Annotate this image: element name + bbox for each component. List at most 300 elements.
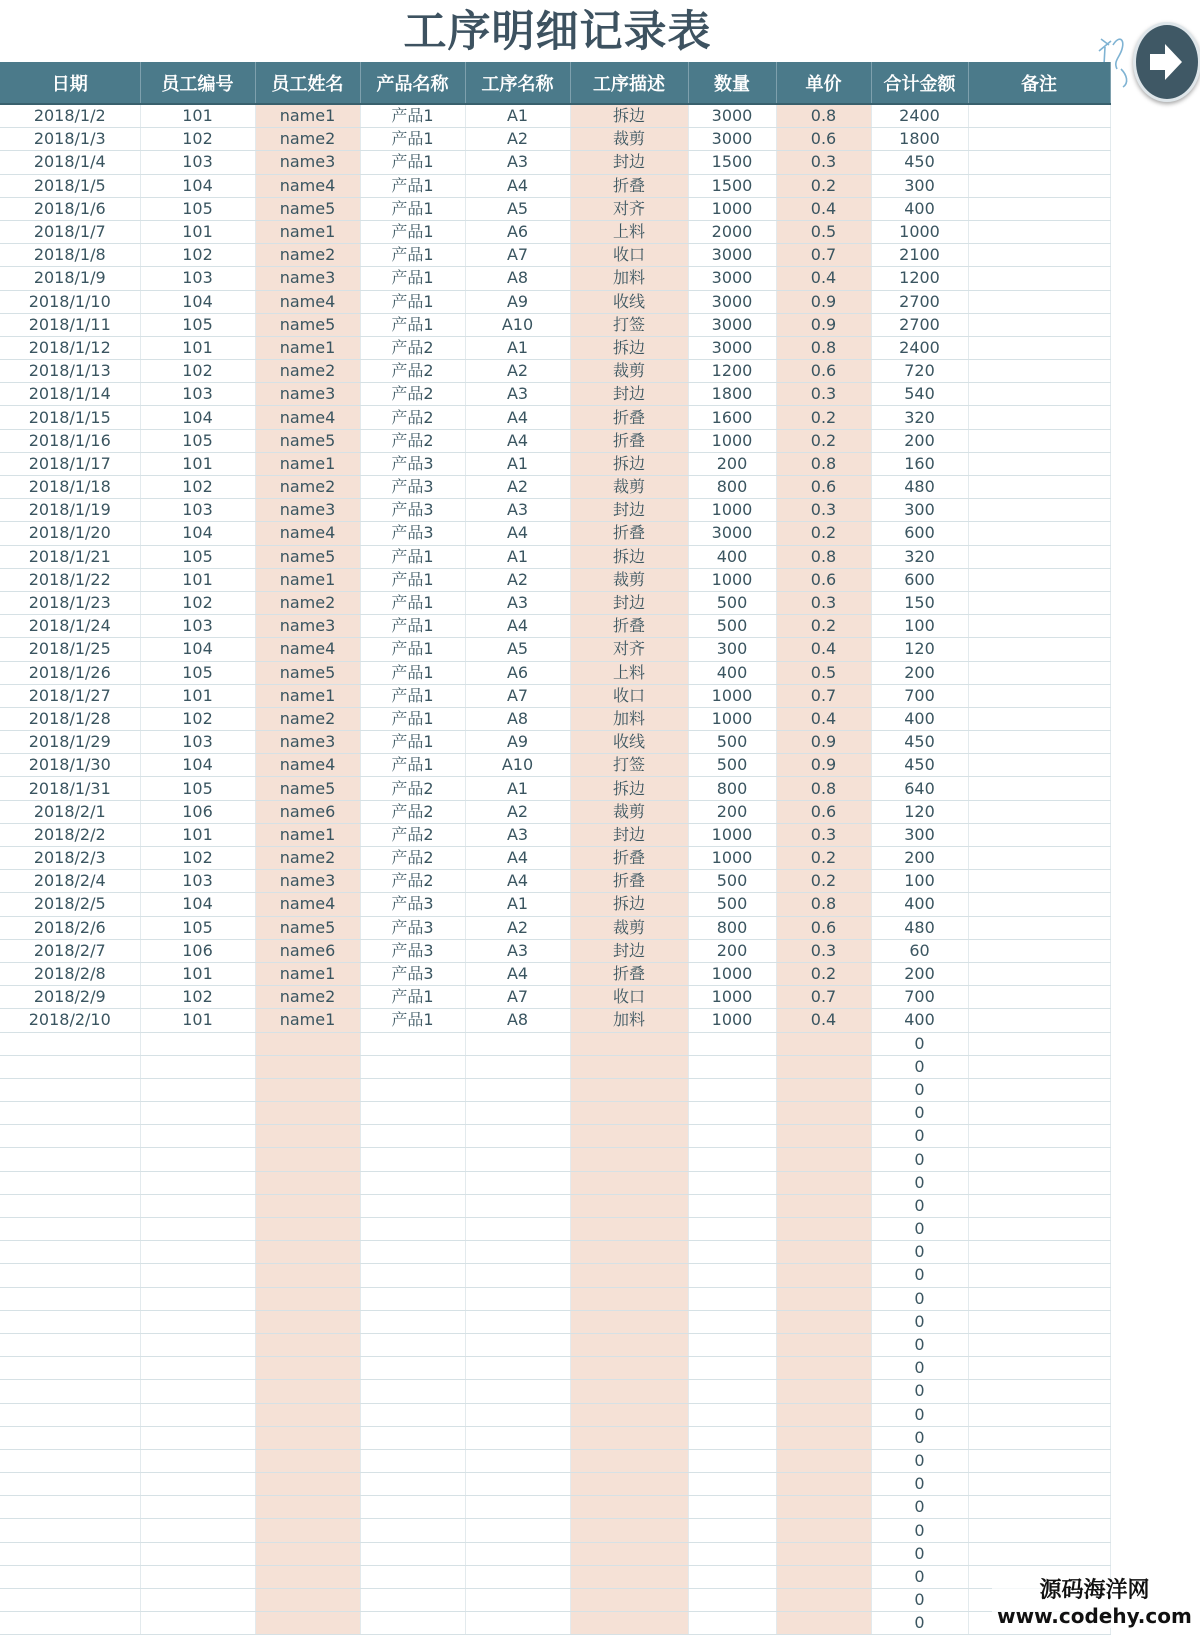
- process-name-cell[interactable]: [465, 1496, 570, 1519]
- product-name-cell[interactable]: 产品1: [360, 661, 465, 684]
- employee-name-cell[interactable]: [255, 1171, 360, 1194]
- employee-id-cell[interactable]: 102: [140, 986, 255, 1009]
- employee-id-cell[interactable]: 104: [140, 754, 255, 777]
- employee-name-cell[interactable]: [255, 1055, 360, 1078]
- remarks-cell[interactable]: [968, 731, 1110, 754]
- remarks-cell[interactable]: [968, 591, 1110, 614]
- process-name-cell[interactable]: A10: [465, 754, 570, 777]
- product-name-cell[interactable]: 产品1: [360, 128, 465, 151]
- employee-id-cell[interactable]: [140, 1102, 255, 1125]
- date-cell[interactable]: [0, 1310, 140, 1333]
- unit-price-cell[interactable]: [776, 1125, 871, 1148]
- employee-id-cell[interactable]: 105: [140, 661, 255, 684]
- product-name-cell[interactable]: [360, 1078, 465, 1101]
- product-name-cell[interactable]: 产品1: [360, 267, 465, 290]
- product-name-cell[interactable]: 产品1: [360, 174, 465, 197]
- process-name-cell[interactable]: [465, 1102, 570, 1125]
- remarks-cell[interactable]: [968, 336, 1110, 359]
- unit-price-cell[interactable]: 0.3: [776, 591, 871, 614]
- employee-name-cell[interactable]: [255, 1565, 360, 1588]
- total-amount-cell[interactable]: 160: [871, 452, 968, 475]
- product-name-cell[interactable]: 产品1: [360, 220, 465, 243]
- unit-price-cell[interactable]: 0.7: [776, 684, 871, 707]
- employee-name-cell[interactable]: [255, 1241, 360, 1264]
- total-amount-cell[interactable]: 0: [871, 1542, 968, 1565]
- quantity-cell[interactable]: 800: [688, 476, 776, 499]
- remarks-cell[interactable]: [968, 244, 1110, 267]
- total-amount-cell[interactable]: 100: [871, 870, 968, 893]
- remarks-cell[interactable]: [968, 545, 1110, 568]
- product-name-cell[interactable]: [360, 1565, 465, 1588]
- employee-id-cell[interactable]: 101: [140, 684, 255, 707]
- process-description-cell[interactable]: 折叠: [570, 615, 688, 638]
- employee-id-cell[interactable]: [140, 1171, 255, 1194]
- date-cell[interactable]: [0, 1357, 140, 1380]
- date-cell[interactable]: 2018/2/5: [0, 893, 140, 916]
- total-amount-cell[interactable]: 200: [871, 661, 968, 684]
- date-cell[interactable]: [0, 1589, 140, 1612]
- process-description-cell[interactable]: 折叠: [570, 406, 688, 429]
- employee-id-cell[interactable]: [140, 1426, 255, 1449]
- remarks-cell[interactable]: [968, 1287, 1110, 1310]
- employee-id-cell[interactable]: 101: [140, 452, 255, 475]
- employee-id-cell[interactable]: 103: [140, 383, 255, 406]
- remarks-cell[interactable]: [968, 499, 1110, 522]
- employee-name-cell[interactable]: name1: [255, 220, 360, 243]
- total-amount-cell[interactable]: 450: [871, 754, 968, 777]
- product-name-cell[interactable]: [360, 1194, 465, 1217]
- date-cell[interactable]: 2018/1/19: [0, 499, 140, 522]
- employee-id-cell[interactable]: [140, 1519, 255, 1542]
- unit-price-cell[interactable]: [776, 1078, 871, 1101]
- product-name-cell[interactable]: 产品1: [360, 986, 465, 1009]
- process-name-cell[interactable]: A3: [465, 383, 570, 406]
- unit-price-cell[interactable]: 0.8: [776, 777, 871, 800]
- unit-price-cell[interactable]: [776, 1496, 871, 1519]
- total-amount-cell[interactable]: 2400: [871, 104, 968, 128]
- unit-price-cell[interactable]: [776, 1426, 871, 1449]
- product-name-cell[interactable]: 产品3: [360, 939, 465, 962]
- date-cell[interactable]: [0, 1171, 140, 1194]
- employee-name-cell[interactable]: name2: [255, 707, 360, 730]
- remarks-cell[interactable]: [968, 476, 1110, 499]
- date-cell[interactable]: [0, 1333, 140, 1356]
- remarks-cell[interactable]: [968, 1403, 1110, 1426]
- unit-price-cell[interactable]: 0.3: [776, 823, 871, 846]
- quantity-cell[interactable]: [688, 1473, 776, 1496]
- process-description-cell[interactable]: [570, 1032, 688, 1055]
- quantity-cell[interactable]: 500: [688, 893, 776, 916]
- quantity-cell[interactable]: 400: [688, 661, 776, 684]
- employee-name-cell[interactable]: name1: [255, 684, 360, 707]
- process-description-cell[interactable]: 裁剪: [570, 360, 688, 383]
- product-name-cell[interactable]: [360, 1589, 465, 1612]
- total-amount-cell[interactable]: 0: [871, 1473, 968, 1496]
- process-description-cell[interactable]: [570, 1403, 688, 1426]
- employee-name-cell[interactable]: name4: [255, 754, 360, 777]
- remarks-cell[interactable]: [968, 1264, 1110, 1287]
- process-name-cell[interactable]: A10: [465, 313, 570, 336]
- employee-id-cell[interactable]: [140, 1357, 255, 1380]
- employee-name-cell[interactable]: [255, 1287, 360, 1310]
- date-cell[interactable]: 2018/2/3: [0, 847, 140, 870]
- quantity-cell[interactable]: 400: [688, 545, 776, 568]
- date-cell[interactable]: [0, 1194, 140, 1217]
- unit-price-cell[interactable]: 0.6: [776, 568, 871, 591]
- process-name-cell[interactable]: A6: [465, 661, 570, 684]
- process-name-cell[interactable]: [465, 1542, 570, 1565]
- total-amount-cell[interactable]: 1000: [871, 220, 968, 243]
- date-cell[interactable]: [0, 1078, 140, 1101]
- date-cell[interactable]: [0, 1287, 140, 1310]
- unit-price-cell[interactable]: 0.3: [776, 499, 871, 522]
- product-name-cell[interactable]: 产品3: [360, 452, 465, 475]
- employee-name-cell[interactable]: name3: [255, 870, 360, 893]
- remarks-cell[interactable]: [968, 452, 1110, 475]
- process-name-cell[interactable]: [465, 1310, 570, 1333]
- header-product-name[interactable]: 产品名称: [360, 62, 465, 104]
- process-description-cell[interactable]: 拆边: [570, 336, 688, 359]
- unit-price-cell[interactable]: 0.8: [776, 104, 871, 128]
- date-cell[interactable]: 2018/1/4: [0, 151, 140, 174]
- process-description-cell[interactable]: 折叠: [570, 870, 688, 893]
- process-name-cell[interactable]: A4: [465, 522, 570, 545]
- product-name-cell[interactable]: 产品1: [360, 754, 465, 777]
- employee-name-cell[interactable]: name1: [255, 336, 360, 359]
- product-name-cell[interactable]: [360, 1496, 465, 1519]
- process-name-cell[interactable]: A7: [465, 244, 570, 267]
- product-name-cell[interactable]: [360, 1125, 465, 1148]
- employee-name-cell[interactable]: [255, 1519, 360, 1542]
- date-cell[interactable]: 2018/1/20: [0, 522, 140, 545]
- process-name-cell[interactable]: [465, 1218, 570, 1241]
- employee-name-cell[interactable]: [255, 1612, 360, 1635]
- total-amount-cell[interactable]: 600: [871, 568, 968, 591]
- process-name-cell[interactable]: A3: [465, 499, 570, 522]
- unit-price-cell[interactable]: [776, 1102, 871, 1125]
- total-amount-cell[interactable]: 0: [871, 1565, 968, 1588]
- unit-price-cell[interactable]: 0.9: [776, 313, 871, 336]
- unit-price-cell[interactable]: 0.9: [776, 290, 871, 313]
- employee-id-cell[interactable]: 101: [140, 336, 255, 359]
- quantity-cell[interactable]: [688, 1078, 776, 1101]
- quantity-cell[interactable]: [688, 1333, 776, 1356]
- process-name-cell[interactable]: [465, 1032, 570, 1055]
- remarks-cell[interactable]: [968, 847, 1110, 870]
- employee-id-cell[interactable]: [140, 1055, 255, 1078]
- remarks-cell[interactable]: [968, 707, 1110, 730]
- unit-price-cell[interactable]: [776, 1589, 871, 1612]
- product-name-cell[interactable]: [360, 1612, 465, 1635]
- remarks-cell[interactable]: [968, 429, 1110, 452]
- unit-price-cell[interactable]: 0.5: [776, 661, 871, 684]
- quantity-cell[interactable]: 3000: [688, 267, 776, 290]
- product-name-cell[interactable]: 产品3: [360, 522, 465, 545]
- employee-name-cell[interactable]: name1: [255, 1009, 360, 1032]
- quantity-cell[interactable]: [688, 1055, 776, 1078]
- employee-id-cell[interactable]: 104: [140, 290, 255, 313]
- employee-id-cell[interactable]: 102: [140, 476, 255, 499]
- product-name-cell[interactable]: [360, 1055, 465, 1078]
- product-name-cell[interactable]: 产品2: [360, 800, 465, 823]
- date-cell[interactable]: 2018/1/23: [0, 591, 140, 614]
- header-total-amount[interactable]: 合计金额: [871, 62, 968, 104]
- employee-id-cell[interactable]: 103: [140, 615, 255, 638]
- date-cell[interactable]: 2018/1/11: [0, 313, 140, 336]
- date-cell[interactable]: 2018/1/13: [0, 360, 140, 383]
- date-cell[interactable]: 2018/2/6: [0, 916, 140, 939]
- product-name-cell[interactable]: [360, 1148, 465, 1171]
- process-name-cell[interactable]: A7: [465, 684, 570, 707]
- process-description-cell[interactable]: 对齐: [570, 197, 688, 220]
- process-description-cell[interactable]: 折叠: [570, 847, 688, 870]
- employee-id-cell[interactable]: [140, 1218, 255, 1241]
- unit-price-cell[interactable]: 0.8: [776, 545, 871, 568]
- employee-id-cell[interactable]: 103: [140, 267, 255, 290]
- process-description-cell[interactable]: 裁剪: [570, 916, 688, 939]
- remarks-cell[interactable]: [968, 615, 1110, 638]
- process-description-cell[interactable]: [570, 1496, 688, 1519]
- employee-id-cell[interactable]: 104: [140, 406, 255, 429]
- date-cell[interactable]: 2018/1/29: [0, 731, 140, 754]
- process-description-cell[interactable]: [570, 1194, 688, 1217]
- process-name-cell[interactable]: A2: [465, 800, 570, 823]
- unit-price-cell[interactable]: 0.6: [776, 476, 871, 499]
- employee-id-cell[interactable]: 105: [140, 545, 255, 568]
- product-name-cell[interactable]: 产品2: [360, 360, 465, 383]
- date-cell[interactable]: 2018/1/15: [0, 406, 140, 429]
- date-cell[interactable]: 2018/1/26: [0, 661, 140, 684]
- quantity-cell[interactable]: 1000: [688, 499, 776, 522]
- process-description-cell[interactable]: [570, 1310, 688, 1333]
- employee-id-cell[interactable]: [140, 1241, 255, 1264]
- process-description-cell[interactable]: 封边: [570, 383, 688, 406]
- quantity-cell[interactable]: [688, 1102, 776, 1125]
- product-name-cell[interactable]: 产品1: [360, 104, 465, 128]
- process-description-cell[interactable]: [570, 1125, 688, 1148]
- total-amount-cell[interactable]: 300: [871, 499, 968, 522]
- date-cell[interactable]: [0, 1542, 140, 1565]
- process-description-cell[interactable]: [570, 1333, 688, 1356]
- employee-name-cell[interactable]: [255, 1357, 360, 1380]
- product-name-cell[interactable]: 产品2: [360, 406, 465, 429]
- quantity-cell[interactable]: 500: [688, 591, 776, 614]
- employee-name-cell[interactable]: name2: [255, 847, 360, 870]
- employee-name-cell[interactable]: name2: [255, 591, 360, 614]
- employee-id-cell[interactable]: 104: [140, 638, 255, 661]
- date-cell[interactable]: [0, 1055, 140, 1078]
- process-name-cell[interactable]: [465, 1403, 570, 1426]
- quantity-cell[interactable]: 2000: [688, 220, 776, 243]
- quantity-cell[interactable]: [688, 1264, 776, 1287]
- date-cell[interactable]: [0, 1125, 140, 1148]
- process-name-cell[interactable]: [465, 1264, 570, 1287]
- process-description-cell[interactable]: 上料: [570, 220, 688, 243]
- quantity-cell[interactable]: 1000: [688, 197, 776, 220]
- unit-price-cell[interactable]: 0.2: [776, 962, 871, 985]
- date-cell[interactable]: [0, 1102, 140, 1125]
- process-description-cell[interactable]: 对齐: [570, 638, 688, 661]
- employee-name-cell[interactable]: name1: [255, 568, 360, 591]
- process-description-cell[interactable]: 折叠: [570, 429, 688, 452]
- remarks-cell[interactable]: [968, 1519, 1110, 1542]
- employee-name-cell[interactable]: [255, 1148, 360, 1171]
- employee-id-cell[interactable]: 104: [140, 522, 255, 545]
- total-amount-cell[interactable]: 0: [871, 1194, 968, 1217]
- total-amount-cell[interactable]: 300: [871, 823, 968, 846]
- date-cell[interactable]: 2018/1/14: [0, 383, 140, 406]
- header-process-name[interactable]: 工序名称: [465, 62, 570, 104]
- employee-name-cell[interactable]: name5: [255, 429, 360, 452]
- employee-name-cell[interactable]: name2: [255, 360, 360, 383]
- remarks-cell[interactable]: [968, 939, 1110, 962]
- process-description-cell[interactable]: [570, 1589, 688, 1612]
- process-description-cell[interactable]: 拆边: [570, 545, 688, 568]
- date-cell[interactable]: [0, 1519, 140, 1542]
- process-name-cell[interactable]: A2: [465, 128, 570, 151]
- product-name-cell[interactable]: [360, 1519, 465, 1542]
- product-name-cell[interactable]: [360, 1310, 465, 1333]
- unit-price-cell[interactable]: 0.8: [776, 336, 871, 359]
- next-page-button[interactable]: [1133, 22, 1200, 102]
- remarks-cell[interactable]: [968, 638, 1110, 661]
- process-description-cell[interactable]: 裁剪: [570, 568, 688, 591]
- total-amount-cell[interactable]: 120: [871, 638, 968, 661]
- quantity-cell[interactable]: 1000: [688, 707, 776, 730]
- unit-price-cell[interactable]: [776, 1032, 871, 1055]
- process-description-cell[interactable]: [570, 1357, 688, 1380]
- process-name-cell[interactable]: [465, 1380, 570, 1403]
- employee-name-cell[interactable]: [255, 1310, 360, 1333]
- product-name-cell[interactable]: 产品2: [360, 429, 465, 452]
- process-name-cell[interactable]: A2: [465, 360, 570, 383]
- unit-price-cell[interactable]: [776, 1565, 871, 1588]
- product-name-cell[interactable]: [360, 1032, 465, 1055]
- employee-name-cell[interactable]: name1: [255, 962, 360, 985]
- remarks-cell[interactable]: [968, 1218, 1110, 1241]
- total-amount-cell[interactable]: 0: [871, 1519, 968, 1542]
- process-description-cell[interactable]: [570, 1612, 688, 1635]
- remarks-cell[interactable]: [968, 1102, 1110, 1125]
- unit-price-cell[interactable]: 0.2: [776, 522, 871, 545]
- employee-id-cell[interactable]: [140, 1612, 255, 1635]
- employee-id-cell[interactable]: [140, 1125, 255, 1148]
- total-amount-cell[interactable]: 0: [871, 1496, 968, 1519]
- product-name-cell[interactable]: [360, 1542, 465, 1565]
- unit-price-cell[interactable]: 0.4: [776, 638, 871, 661]
- unit-price-cell[interactable]: 0.7: [776, 244, 871, 267]
- remarks-cell[interactable]: [968, 1357, 1110, 1380]
- total-amount-cell[interactable]: 0: [871, 1357, 968, 1380]
- date-cell[interactable]: 2018/1/22: [0, 568, 140, 591]
- employee-id-cell[interactable]: [140, 1333, 255, 1356]
- date-cell[interactable]: [0, 1565, 140, 1588]
- total-amount-cell[interactable]: 0: [871, 1426, 968, 1449]
- product-name-cell[interactable]: 产品1: [360, 615, 465, 638]
- employee-id-cell[interactable]: 103: [140, 870, 255, 893]
- date-cell[interactable]: [0, 1449, 140, 1472]
- total-amount-cell[interactable]: 0: [871, 1032, 968, 1055]
- quantity-cell[interactable]: [688, 1241, 776, 1264]
- remarks-cell[interactable]: [968, 1426, 1110, 1449]
- process-description-cell[interactable]: [570, 1542, 688, 1565]
- employee-name-cell[interactable]: name6: [255, 800, 360, 823]
- process-name-cell[interactable]: [465, 1612, 570, 1635]
- process-name-cell[interactable]: [465, 1287, 570, 1310]
- remarks-cell[interactable]: [968, 197, 1110, 220]
- remarks-cell[interactable]: [968, 661, 1110, 684]
- product-name-cell[interactable]: 产品1: [360, 684, 465, 707]
- employee-name-cell[interactable]: [255, 1496, 360, 1519]
- remarks-cell[interactable]: [968, 870, 1110, 893]
- date-cell[interactable]: 2018/2/1: [0, 800, 140, 823]
- employee-id-cell[interactable]: 101: [140, 568, 255, 591]
- quantity-cell[interactable]: [688, 1449, 776, 1472]
- employee-id-cell[interactable]: 101: [140, 962, 255, 985]
- employee-name-cell[interactable]: name1: [255, 452, 360, 475]
- unit-price-cell[interactable]: [776, 1449, 871, 1472]
- remarks-cell[interactable]: [968, 1310, 1110, 1333]
- process-description-cell[interactable]: 收线: [570, 290, 688, 313]
- employee-name-cell[interactable]: name4: [255, 290, 360, 313]
- process-description-cell[interactable]: 拆边: [570, 777, 688, 800]
- remarks-cell[interactable]: [968, 1449, 1110, 1472]
- employee-id-cell[interactable]: [140, 1380, 255, 1403]
- process-description-cell[interactable]: 加料: [570, 267, 688, 290]
- total-amount-cell[interactable]: 0: [871, 1241, 968, 1264]
- date-cell[interactable]: 2018/1/12: [0, 336, 140, 359]
- process-name-cell[interactable]: A5: [465, 638, 570, 661]
- process-name-cell[interactable]: A3: [465, 591, 570, 614]
- employee-name-cell[interactable]: name3: [255, 267, 360, 290]
- total-amount-cell[interactable]: 0: [871, 1380, 968, 1403]
- total-amount-cell[interactable]: 480: [871, 916, 968, 939]
- process-description-cell[interactable]: 收口: [570, 684, 688, 707]
- process-description-cell[interactable]: 裁剪: [570, 128, 688, 151]
- unit-price-cell[interactable]: 0.2: [776, 406, 871, 429]
- quantity-cell[interactable]: 1000: [688, 429, 776, 452]
- process-name-cell[interactable]: A2: [465, 568, 570, 591]
- quantity-cell[interactable]: 200: [688, 939, 776, 962]
- employee-name-cell[interactable]: [255, 1078, 360, 1101]
- employee-name-cell[interactable]: name4: [255, 522, 360, 545]
- total-amount-cell[interactable]: 0: [871, 1589, 968, 1612]
- process-description-cell[interactable]: 封边: [570, 499, 688, 522]
- employee-id-cell[interactable]: [140, 1310, 255, 1333]
- remarks-cell[interactable]: [968, 406, 1110, 429]
- quantity-cell[interactable]: 3000: [688, 104, 776, 128]
- process-description-cell[interactable]: 折叠: [570, 522, 688, 545]
- employee-id-cell[interactable]: 105: [140, 916, 255, 939]
- employee-id-cell[interactable]: 102: [140, 707, 255, 730]
- employee-id-cell[interactable]: [140, 1473, 255, 1496]
- remarks-cell[interactable]: [968, 1473, 1110, 1496]
- employee-name-cell[interactable]: name6: [255, 939, 360, 962]
- product-name-cell[interactable]: [360, 1449, 465, 1472]
- product-name-cell[interactable]: 产品1: [360, 290, 465, 313]
- remarks-cell[interactable]: [968, 684, 1110, 707]
- employee-name-cell[interactable]: [255, 1380, 360, 1403]
- total-amount-cell[interactable]: 120: [871, 800, 968, 823]
- product-name-cell[interactable]: 产品1: [360, 151, 465, 174]
- product-name-cell[interactable]: 产品1: [360, 1009, 465, 1032]
- process-name-cell[interactable]: A1: [465, 777, 570, 800]
- total-amount-cell[interactable]: 0: [871, 1403, 968, 1426]
- process-description-cell[interactable]: 裁剪: [570, 800, 688, 823]
- process-description-cell[interactable]: 拆边: [570, 893, 688, 916]
- remarks-cell[interactable]: [968, 313, 1110, 336]
- employee-name-cell[interactable]: [255, 1473, 360, 1496]
